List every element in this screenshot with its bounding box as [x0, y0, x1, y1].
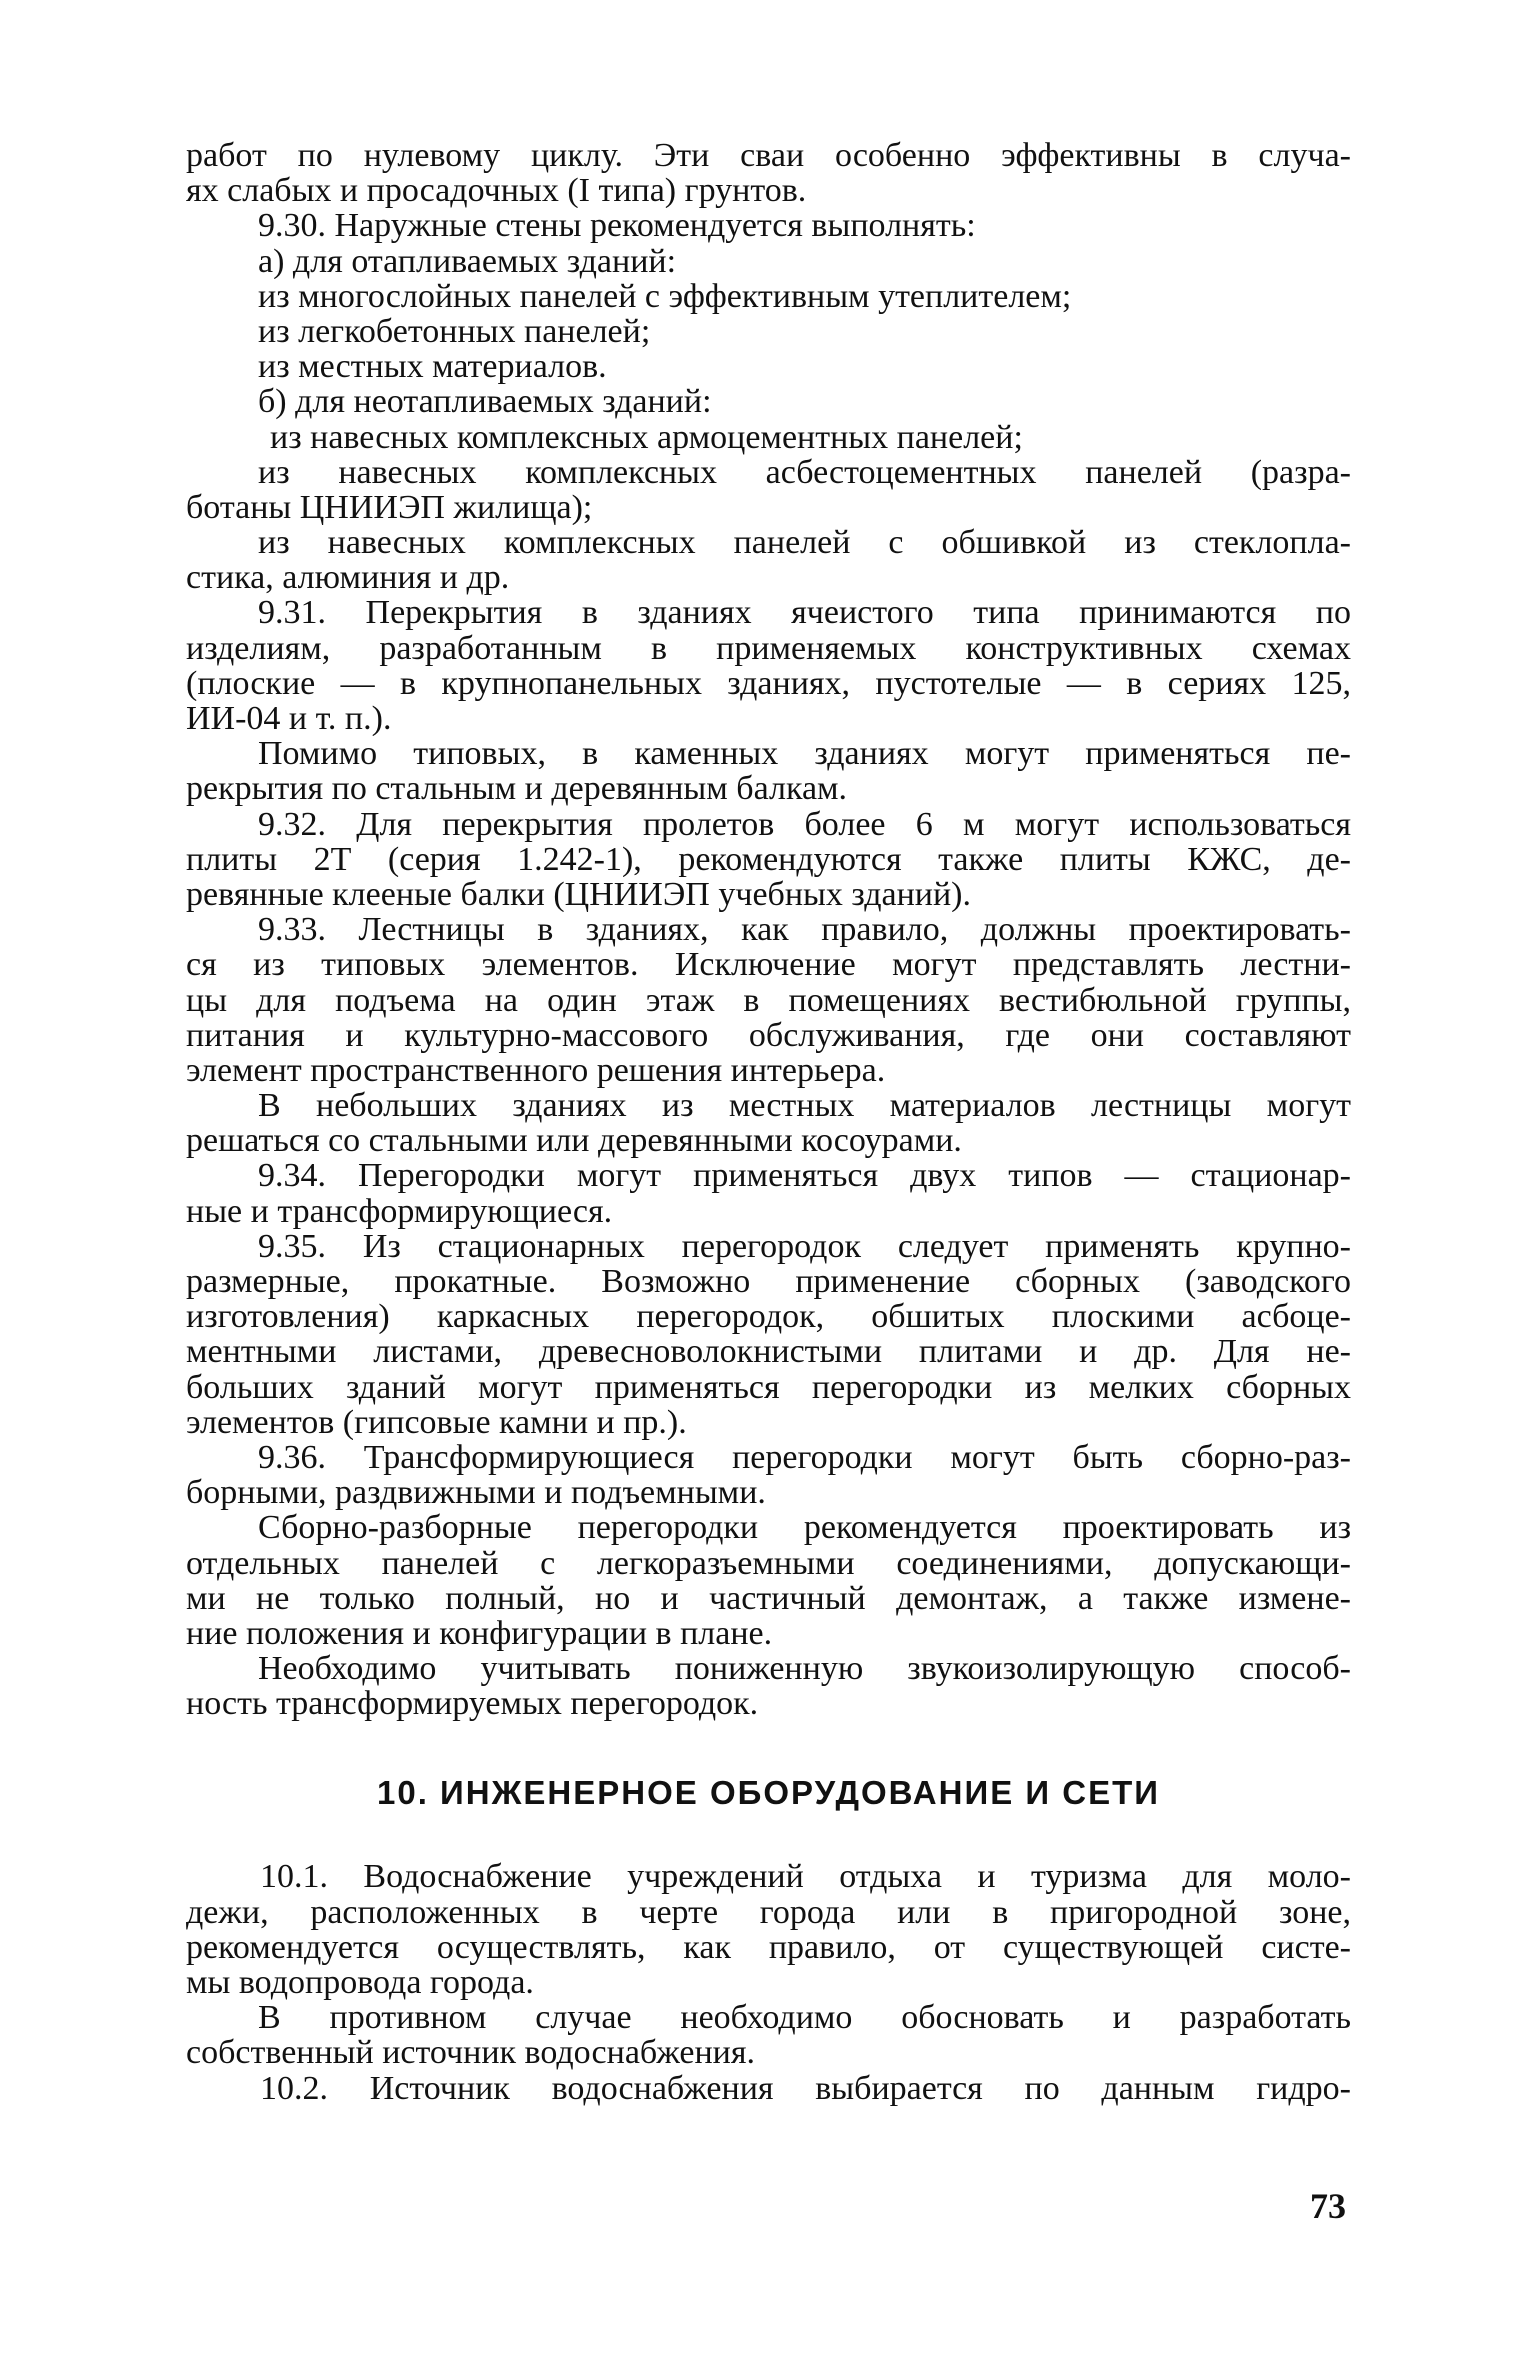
clause-9-30: 9.30. Наружные стены рекомендуется выполнять: — [258, 208, 976, 244]
text-line: размерные, прокатные. Возможно применение сборных (заводского — [186, 1264, 1351, 1300]
text-line: (плоские — в крупнопанельных зданиях, пустотелые — в сериях 125, — [186, 665, 1351, 701]
text-line: работ по нулевому циклу. Эти сваи особенно эффективны в случа- — [186, 138, 1351, 174]
text-line: собственный источник водоснабжения. — [186, 2035, 756, 2071]
text-line: отдельных панелей с легкоразъемными соединениями, допускающи- — [186, 1545, 1351, 1581]
text-line: элемент пространственного решения интерьера. — [186, 1052, 886, 1089]
text-line: рекрытия по стальным и деревянным балкам. — [186, 771, 848, 807]
text-line: из навесных комплексных панелей с обшивкой из стеклопла- — [258, 525, 1351, 561]
clause-9-31: 9.31. Перекрытия в зданиях ячеистого типа принимаются по — [258, 595, 1351, 631]
text-line: Сборно-разборные перегородки рекомендуется проектировать из — [258, 1510, 1351, 1546]
text-line: ревянные клееные балки (ЦНИИЭП учебных зданий). — [186, 876, 972, 913]
text-line: из легкобетонных панелей; — [258, 313, 651, 350]
clause-10-1: 10.1. Водоснабжение учреждений отдыха и туризма для моло- — [260, 1859, 1351, 1895]
text-line: решаться со стальными или деревянными косоурами. — [186, 1123, 962, 1159]
text-line: больших зданий могут применяться перегородки из мелких сборных — [186, 1369, 1351, 1405]
text-line: изготовления) каркасных перегородок, обшитых плоскими асбоце- — [186, 1299, 1351, 1335]
text-line: Помимо типовых, в каменных зданиях могут применяться пе- — [258, 736, 1351, 772]
clause-9-32: 9.32. Для перекрытия пролетов более 6 м могут использоваться — [258, 806, 1351, 842]
text-line: ние положения и конфигурации в плане. — [186, 1615, 773, 1652]
clause-9-34: 9.34. Перегородки могут применяться двух типов — стационар- — [258, 1158, 1351, 1194]
text-line: ные и трансформирующиеся. — [186, 1193, 613, 1229]
text-line: б) для неотапливаемых зданий: — [258, 384, 712, 420]
text-line: цы для подъема на один этаж в помещениях вестибюльной группы, — [186, 982, 1351, 1018]
text-line: ях слабых и просадочных (I типа) грунтов. — [186, 173, 807, 209]
clause-9-33: 9.33. Лестницы в зданиях, как правило, должны проектировать- — [258, 912, 1351, 948]
text-line: ИИ-04 и т. п.). — [186, 701, 392, 737]
text-line: ность трансформируемых перегородок. — [186, 1686, 759, 1722]
text-line: ботаны ЦНИИЭП жилища); — [186, 489, 593, 526]
text-line: мы водопровода города. — [186, 1965, 534, 2001]
text-line: Необходимо учитывать пониженную звукоизолирующую способ- — [258, 1651, 1351, 1687]
page-number: 73 — [1310, 2186, 1346, 2226]
text-line: дежи, расположенных в черте города или в пригородной зоне, — [186, 1894, 1351, 1930]
text-line: из навесных комплексных армоцементных панелей; — [270, 419, 1023, 455]
clause-9-36: 9.36. Трансформирующиеся перегородки могут быть сборно-раз- — [258, 1439, 1351, 1476]
text-line: из многослойных панелей с эффективным утеплителем; — [258, 278, 1072, 314]
text-line: из местных материалов. — [258, 349, 607, 385]
text-line: ся из типовых элементов. Исключение могут представлять лестни- — [186, 947, 1351, 983]
text-line: плиты 2Т (серия 1.242-1), рекомендуются также плиты КЖС, де- — [186, 841, 1351, 877]
text-line: питания и культурно-массового обслуживания, где они составляют — [186, 1017, 1351, 1053]
text-line: из навесных комплексных асбестоцементных панелей (разра- — [258, 454, 1351, 490]
clause-10-2: 10.2. Источник водоснабжения выбирается по данным гидро- — [260, 2070, 1351, 2106]
text-line: рекомендуется осуществлять, как правило, от существующей систе- — [186, 1929, 1351, 1965]
text-line: стика, алюминия и др. — [186, 560, 510, 596]
document-page — [186, 138, 1351, 2106]
text-line: ми не только полный, но и частичный демонтаж, а также измене- — [186, 1580, 1351, 1616]
text-line: а) для отапливаемых зданий: — [258, 243, 677, 279]
clause-9-35: 9.35. Из стационарных перегородок следует применять крупно- — [258, 1228, 1351, 1264]
text-line: элементов (гипсовые камни и пр.). — [186, 1404, 687, 1440]
text-line: ментными листами, древесноволокнистыми плитами и др. Для не- — [186, 1334, 1351, 1370]
text-line: изделиям, разработанным в применяемых конструктивных схемах — [186, 630, 1351, 666]
text-line: В небольших зданиях из местных материалов лестницы могут — [258, 1088, 1351, 1124]
text-line: борными, раздвижными и подъемными. — [186, 1475, 766, 1511]
section-heading: 10. ИНЖЕНЕРНОЕ ОБОРУДОВАНИЕ И СЕТИ — [377, 1774, 1160, 1812]
text-line: В противном случае необходимо обосновать и разработать — [258, 2000, 1351, 2036]
